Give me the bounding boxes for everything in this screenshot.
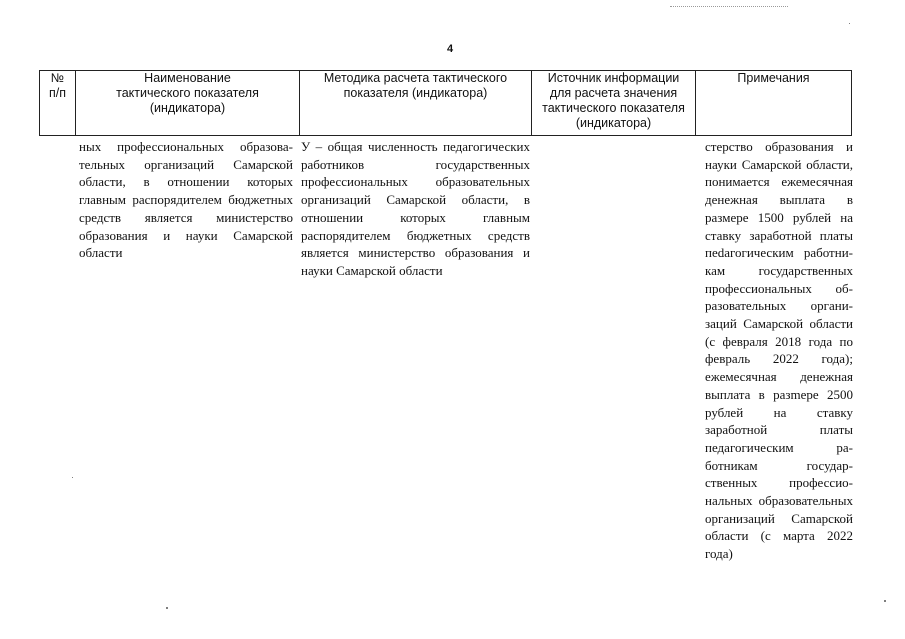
scan-speck — [166, 607, 168, 609]
header-notes: Примечания — [696, 71, 852, 136]
scan-speck — [72, 477, 73, 478]
scan-speck — [849, 23, 850, 24]
page-number: 4 — [446, 43, 454, 55]
scan-artifact-line — [670, 6, 788, 8]
header-number: № п/п — [40, 71, 76, 136]
header-indicator-name: Наименование тактического показателя (индикатора) — [76, 71, 300, 136]
header-source: Источник информации для расчета значения тактического показателя (индикатора) — [532, 71, 696, 136]
header-methodology: Методика расчета тактического показателя (индикатора) — [300, 71, 532, 136]
cell-methodology: У – общая численность педагогических работников государственных профессиональных образовательных организаций Самарской области, в отношении которых главным распорядителем бюджетных средств является министерство образования и науки Самарской области — [301, 139, 530, 278]
cell-notes: стерство образования и науки Самарской области, понимается ежемесячная денежная выплата в размере 1500 рублей на ставку заработной платы пеdагогическим работникам государственных профессиональных образовательных организаций Самарской области (с февраля 2018 года по февраль 2022 года); ежемесячная денежная выплата в разmере 2500 рублей на ставку заработной платы педагогическим работникам государственных профессиональных образовательных организаций Саmарской области (с марта 2022 года) — [705, 139, 853, 562]
header-row — [40, 71, 852, 136]
scan-speck — [884, 600, 886, 602]
cell-indicator-name: ных профессиональных образовательных организаций Самарской области, в отношении которых главным распорядителем бюджетных средств является министерство образования и науки Самарской области — [79, 139, 293, 261]
table-header — [39, 70, 852, 136]
